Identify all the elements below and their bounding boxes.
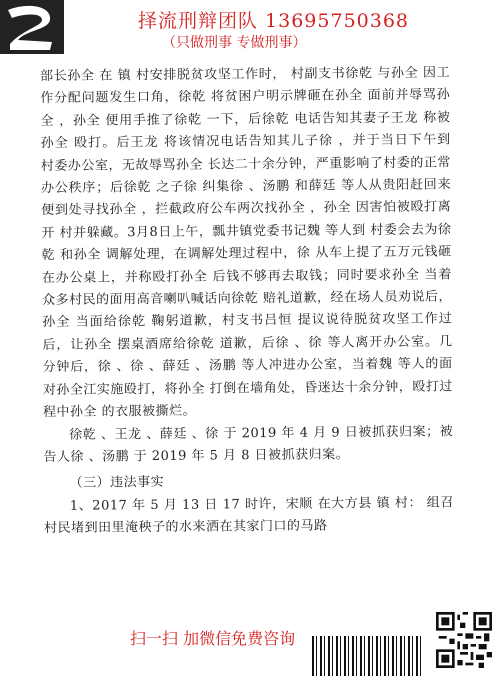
firm-logo: [0, 0, 64, 54]
footer-wechat-prompt: 扫一扫 加微信免费咨询: [130, 629, 296, 648]
qr-code-icon[interactable]: [436, 612, 492, 668]
barcode-image: [312, 636, 422, 676]
document-paragraph: 部长孙全 在 镇 村安排脱贫攻坚工作时， 村副支书徐乾 与孙全 因工作分配问题发生口角，徐乾 将贫困户明示牌砸在孙全 面前并辱骂孙全 ，孙全 便用手推了徐乾 一下，后徐乾 电话告知其妻子王龙 称被孙全 殴打。后王龙 将该情况电话告知其儿子徐 ，并于当日下午到 村委办公室，无故辱骂孙全 长达二十余分钟，严重影响了村委的正常办公秩序；后徐乾 之子徐 纠集徐 、汤鹏 和薛廷 等人从贵阳赶回来便到处寻找孙全 ，拦截政府公车两次找孙全 ，孙全 因害怕被殴打离开 村并躲藏。3月8日上午，瓢井镇党委书记魏 等人到 村委会去为徐乾 和孙全 调解处理，在调解处理过程中，徐 从车上提了五万元钱砸在办公桌上，并称殴打孙全 后钱不够再去取钱；同时要求孙全 当着众多村民的面用高音喇叭喊话向徐乾 赔礼道歉，经在场人员劝说后，孙全 当面给徐乾 鞠躬道歉，村支书吕恒 提议说待脱贫攻坚工作过后，让孙全 摆桌酒席给徐乾 道歉，后徐 、徐 等人离开办公室。几分钟后，徐 、徐 、薛廷 、汤鹏 等人冲进办公室，当着魏 等人的面对孙全江实施殴打，将孙全 打倒在墙角处，昏迷达十余分钟，殴打过程中孙全 的衣服被撕烂。: [40, 65, 453, 421]
section-heading: （三）违法事实: [69, 475, 165, 492]
header-firm-name-phone: 择流刑辩团队 13695750368: [138, 10, 410, 32]
document-paragraph: 1、2017 年 5 月 13 日 17 时许，宋顺 在大方县 镇 村： 组召村民堵到田里淹秧子的水来洒在其家门口的马路: [43, 495, 454, 537]
document-paragraph: 徐乾 、王龙 、薛廷 、徐 于 2019 年 4 月 9 日被抓获归案；被告人徐 、汤鹏 于 2019 年 5 月 8 日被抓获归案。: [43, 423, 454, 465]
header-slogan: （只做刑事 专做刑事）: [162, 35, 307, 51]
document-body: [40, 62, 454, 540]
